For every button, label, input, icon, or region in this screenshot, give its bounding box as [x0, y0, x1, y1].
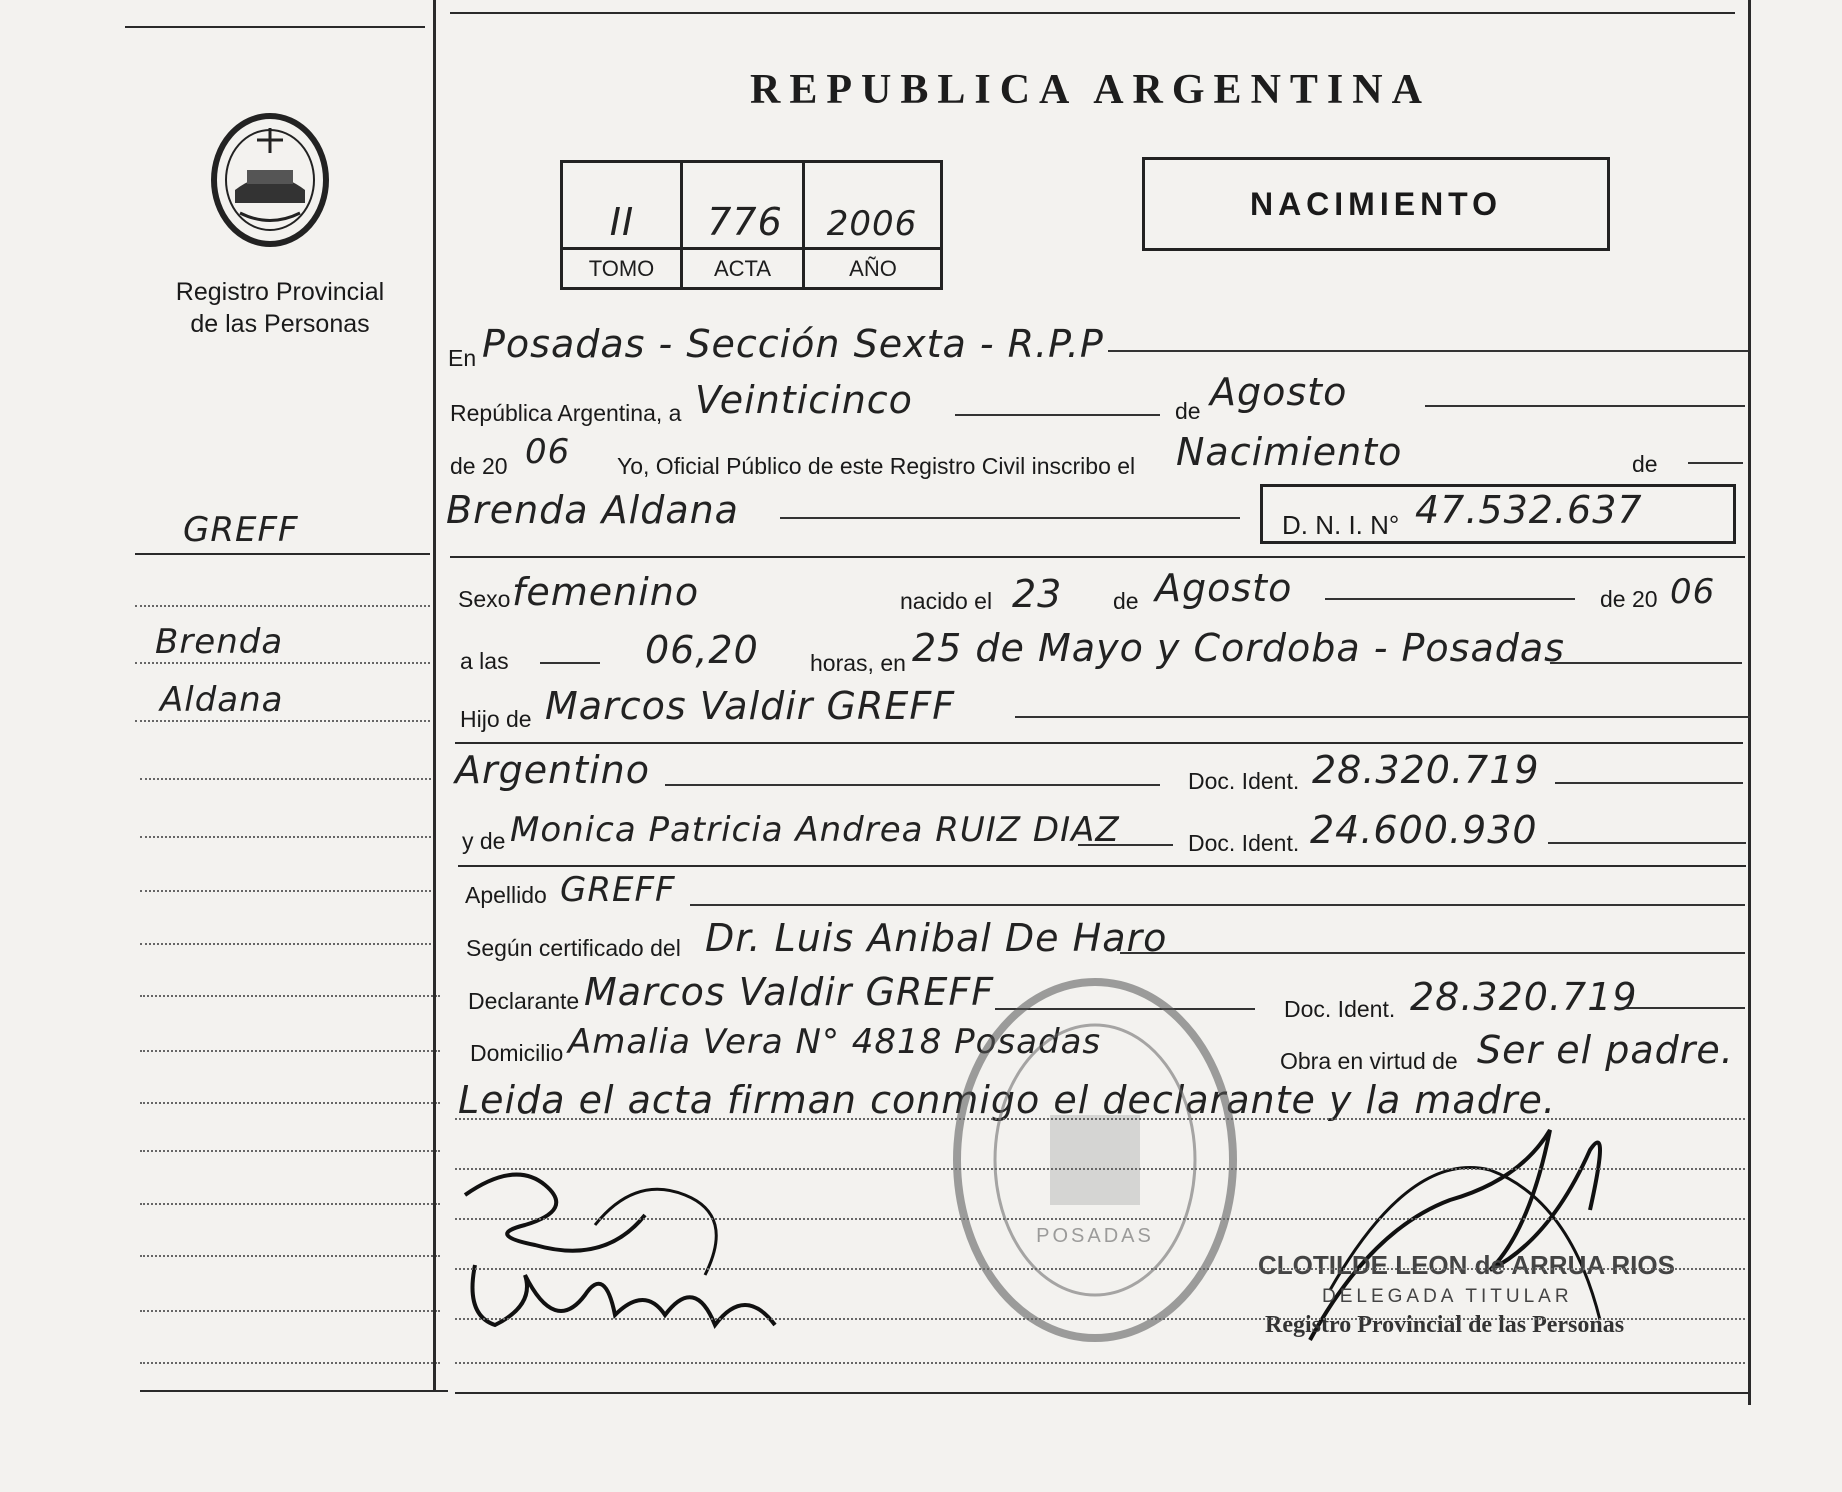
official-registry: Registro Provincial de las Personas [1265, 1312, 1625, 1338]
en-label: En [448, 345, 477, 371]
main-dotted-line [455, 1118, 1745, 1120]
main-dotted-line [455, 1168, 1745, 1170]
registry-name-line1: Registro Provincial [175, 278, 385, 306]
official-role: DELEGADA TITULAR [1322, 1286, 1573, 1307]
day-fill-line [955, 414, 1160, 416]
father-fill-line [1015, 716, 1750, 718]
misiones-seal-icon [205, 108, 335, 253]
place-fill-line [1550, 662, 1742, 664]
domicilio-value: Amalia Vera N° 4818 Posadas [568, 1022, 1102, 1062]
apellido-label: Apellido [465, 882, 547, 908]
father-doc-label: Doc. Ident. [1188, 768, 1300, 794]
dni-label: D. N. I. N° [1282, 510, 1400, 540]
margin-surname: GREFF [183, 510, 299, 550]
ano-label: AÑO [849, 256, 897, 281]
declarant-signature [455, 1155, 795, 1375]
margin-dotted-line [140, 1102, 440, 1104]
margin-dotted-line [135, 605, 430, 607]
margin-name-2: Aldana [160, 680, 284, 720]
birth-place: 25 de Mayo y Cordoba - Posadas [912, 626, 1565, 670]
top-rule-left [125, 26, 425, 28]
apellido-fill-line [690, 904, 1745, 906]
leida-statement: Leida el acta firman conmigo el declarante y la madre. [458, 1078, 1556, 1122]
margin-dotted-line [135, 720, 430, 722]
margin-dotted-line [140, 943, 435, 945]
person-fill-line [780, 517, 1240, 519]
segun-label: Según certificado del [466, 935, 681, 961]
en-value: Posadas - Sección Sexta - R.P.P [482, 322, 1104, 366]
margin-dotted-line [140, 1310, 440, 1312]
father-nationality: Argentino [455, 748, 650, 792]
horas-label: horas, en [810, 650, 906, 676]
declarante-label: Declarante [468, 988, 580, 1014]
birth-day: 23 [1012, 572, 1063, 616]
de-label-2: de [1632, 451, 1658, 477]
margin-dotted-line [140, 1050, 440, 1052]
de-label-1: de [1175, 398, 1201, 424]
stamp-center-text: POSADAS [1036, 1225, 1154, 1247]
margin-dotted-line [140, 1150, 440, 1152]
de-label-3: de [1113, 588, 1139, 614]
birth-month: Agosto [1155, 566, 1293, 610]
obra-label: Obra en virtud de [1280, 1048, 1458, 1074]
nationality-fill-line [665, 784, 1160, 786]
declarante-doc-fill-line [1625, 1007, 1745, 1009]
mother-doc-label: Doc. Ident. [1188, 830, 1300, 856]
de20-label: de 20 [450, 453, 508, 479]
country-title: REPUBLICA ARGENTINA [750, 67, 1431, 113]
acta-label: ACTA [713, 256, 772, 281]
yde-label: y de [462, 828, 506, 854]
de200-label: de 20 [1600, 586, 1658, 612]
hijo-label: Hijo de [460, 706, 532, 732]
margin-bottom-rule [140, 1390, 448, 1392]
main-dotted-line [455, 1268, 1745, 1270]
declarante-name: Marcos Valdir GREFF [584, 970, 995, 1014]
year-value: 2006 [826, 204, 918, 244]
doctor-fill-line [1120, 952, 1745, 954]
month-fill-line [1425, 405, 1745, 407]
obra-value: Ser el padre. [1477, 1028, 1734, 1072]
record-type: NACIMIENTO [1249, 186, 1503, 222]
father-doc: 28.320.719 [1312, 748, 1540, 792]
father-rule [455, 742, 1743, 744]
mother-fill-line [1078, 844, 1173, 846]
hour-fill-line [540, 662, 600, 664]
nacido-label: nacido el [900, 588, 993, 614]
father-name: Marcos Valdir GREFF [545, 684, 956, 728]
book-label-rule [562, 247, 941, 250]
main-dotted-line [455, 1362, 1745, 1364]
official-stamp [950, 975, 1240, 1345]
margin-name-1: Brenda [155, 622, 284, 662]
en-fill-line [1108, 350, 1748, 352]
birth-hour: 06,20 [645, 628, 759, 672]
margin-dotted-line [135, 662, 430, 664]
main-bottom-rule [455, 1392, 1750, 1394]
declarante-doc-label: Doc. Ident. [1284, 996, 1396, 1022]
de-fill-line [1688, 462, 1743, 464]
day-value: Veinticinco [695, 378, 913, 422]
mother-doc: 24.600.930 [1310, 808, 1538, 852]
margin-dotted-line [140, 1362, 440, 1364]
registry-name-line2: de las Personas [190, 310, 370, 338]
month-value: Agosto [1210, 370, 1348, 414]
oficial-text: Yo, Oficial Público de este Registro Civil inscribo el [617, 453, 1136, 479]
sexo-label: Sexo [458, 586, 511, 612]
margin-surname-rule [135, 553, 430, 555]
mother-rule [458, 865, 1746, 867]
declarante-doc: 28.320.719 [1410, 975, 1638, 1019]
mother-doc-fill-line [1548, 842, 1746, 844]
inscribo-value: Nacimiento [1176, 430, 1403, 474]
domicilio-label: Domicilio [470, 1040, 564, 1066]
main-dotted-line [455, 1218, 1745, 1220]
dni-value: 47.532.637 [1415, 488, 1643, 532]
father-doc-fill-line [1555, 782, 1743, 784]
margin-dotted-line [140, 890, 435, 892]
column-divider [433, 0, 436, 1392]
alas-label: a las [460, 648, 509, 674]
section-rule [450, 556, 1745, 558]
registration-year: 06 [525, 432, 571, 472]
margin-dotted-line [140, 995, 440, 997]
birth-month-fill-line [1325, 598, 1575, 600]
right-border [1748, 0, 1751, 1405]
sexo-value: femenino [512, 570, 700, 614]
margin-dotted-line [140, 1203, 440, 1205]
tomo-label: TOMO [588, 256, 655, 281]
margin-dotted-line [140, 836, 435, 838]
apellido-value: GREFF [560, 870, 676, 910]
birth-year: 06 [1670, 572, 1716, 612]
margin-dotted-line [140, 778, 435, 780]
official-name: CLOTILDE LEON de ARRUA RIOS [1258, 1250, 1675, 1280]
doctor-name: Dr. Luis Anibal De Haro [705, 916, 1168, 960]
acta-value: 776 [707, 200, 783, 244]
tomo-value: II [609, 200, 635, 244]
republica-label: República Argentina, a [450, 400, 682, 426]
top-rule-right [450, 12, 1735, 14]
margin-dotted-line [140, 1255, 440, 1257]
person-name: Brenda Aldana [446, 488, 739, 532]
main-dotted-line [455, 1318, 1745, 1320]
mother-name: Monica Patricia Andrea RUIZ DIAZ [510, 810, 1120, 850]
